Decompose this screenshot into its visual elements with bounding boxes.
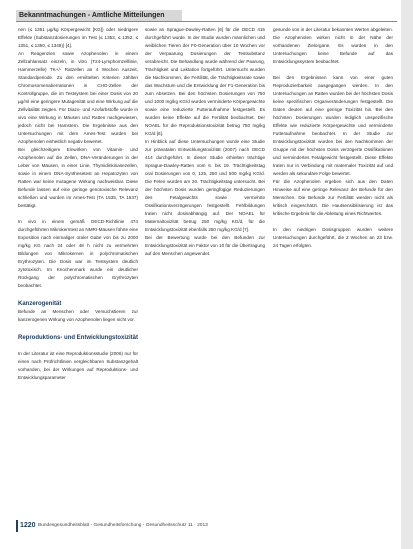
section-heading: Reproduktions- und Entwicklungstoxizität <box>18 335 138 341</box>
journal-footer: Bundesgesundheitsblatt - Gesundheitsforschung - Gesundheitsschutz 11 · 2013 <box>38 523 208 528</box>
paragraph: An Reagenzien sowie Azophenolen in einem Zellzahlansatz einzeln, in vitro (T24-Lymphomzelllinie, Hammerzelle) TK+/- Ratzellen an 4 Wochen Auszeit, Standardperiode. Zu den ermittelten Kriterien zählten Chromosomenaberrationen in CHO-Zellen der Kontrollgruppe, die im Testsystem bei einer Dosis von 20 µg/ml eine geringere Mutagenität und eine Wirkung auf die Zellvitalität zeigten. Für Diazo- und Azofarbstoffe wurde in vivo eine Wirkung in Mäusen und Ratten nachgewiesen, jedoch nicht bei Hamstern. Die Ergebnisse aus den Untersuchungen mit dem Ames-Test wurden bei Azophenolen einheitlich negativ bewertet. <box>18 51 138 144</box>
paragraph: nen (≤ 1351 µg/kg Körpergewicht [KG]) oder niedrigere Effekte (Substanzdosierungen im Test (≤ 1353, ≤ 1352, ≤ 1351, ≤ 1350, ≤ 1349)) [4]. <box>18 27 138 48</box>
text-column-2 <box>145 26 265 531</box>
page-number: 1220 <box>20 522 36 529</box>
paragraph: Befunde an Menschen oder Versuchstieren zur kanzerogenen Wirkung von Azophenolen liegen nicht vor. <box>18 309 138 322</box>
paragraph: gesunde von in der Literatur bekannten Werten abgeleiten. Die Azophenolen wirken nicht in der Nähe der vorhandenen Zielorgane. Es wurden in den Untersuchungen keine Befunde auf das Entwicklungssystem beobachtet. <box>273 27 393 64</box>
paragraph: In den niedrigen Dosisgruppen wurden weitere Untersuchungen durchgeführt, die 2 Wochen an 23 bzw. 24 Tagen erfolgten. <box>273 227 393 248</box>
paragraph-gap <box>18 210 138 218</box>
section-header: Bekanntmachungen - Amtliche Mitteilungen <box>19 12 165 19</box>
paragraph: sowie an Sprague-Dawley-Ratten [6] für die OECD 415 durchgeführt wurde. In der Studie wurden männlichen und weiblichen Tieren der F0-Generation über 10 Wochen vor der Verpaarung Dosierungen der Testsubstanz verabreicht. Die Behandlung wurde während der Paarung, Trächtigkeit und Laktation fortgeführt. Untersucht wurden die Nachkommen, die Fertilität, die Trächtigkeitsrate sowie das Wachstum und die Entwicklung der F1-Generation bis zum Absetzen. Bei den höchsten Dosierungen von 750 und 1000 mg/kg KG/d wurden verminderte Körpergewichte sowie eine reduzierte Futteraufnahme festgestellt. Es wurden keine Effekte auf die Fertilität beobachtet. Der NOAEL für die Reproduktionstoxizität betrug 750 mg/kg KG/d [6]. <box>145 27 265 136</box>
footer-accent-bar <box>16 520 18 532</box>
text-column-1 <box>18 26 138 526</box>
paragraph-gap <box>273 218 393 226</box>
paragraph: In vivo in einem gemäß OECD-Richtlinie 474 durchgeführten Mikrokerntest an NMRI-Mäusen führte eine Exposition nach einmaliger oraler Gabe von bis zu 2000 mg/kg KG nach 24 oder 48 h nicht zu vermehrten Bildungen von Mikrokernen in polychromatischen Erythrozyten. Die Dosis war im Testsystem deutlich zytotoxisch. Im Knochenmark wurde ein deutlicher Rückgang der polychromatischen Erythrozyten beobachtet. <box>18 219 138 288</box>
header-divider <box>16 21 397 22</box>
paragraph-gap <box>18 290 138 298</box>
paragraph: In der Literatur ist eine Reproduktionsstudie (2006) nur für einen nach Prüfrichtlinien vergleichbaren Substanzgehalt vorhanden, bei der Wirkungen auf Reproduktions- und Entwicklungsparameter <box>18 351 138 380</box>
paragraph-gap <box>18 342 138 350</box>
paragraph: Für die Azophenolen ergeben sich aus den Daten Hinweise auf eine geringe Relevanz der Befunde für den Menschen. Die Befunde zur Fertilität werden nicht als kritisch eingeschätzt. Die Hautsensibilisierung ist das kritische Ergebnis für die Ableitung eines Richtwertes. <box>273 179 393 216</box>
paragraph-gap <box>18 324 138 332</box>
page-edge-shading <box>401 0 413 549</box>
paragraph: Bei der Bewertung wurde bei den Befunden zur Entwicklungstoxizität ein Faktor von 10 für die Übertragung auf den Menschen angewendet. <box>145 235 265 256</box>
paragraph: Bei den Ergebnissen kann von einer guten Reproduzierbarkeit ausgegangen werden. In den Untersuchungen an Ratten wurden bei der höchsten Dosis keine spezifischen Organveränderungen festgestellt. Die Daten deuten auf eine geringe Toxizität hin. Bei den höchsten Dosierungen wurden lediglich unspezifische Effekte wie reduzierte Körpergewichte und verminderte Futteraufnahme beobachtet. In der Studie zur Entwicklungstoxizität wurden bei den Nachkommen der Gruppe mit der höchsten Dosis verzögerte Ossifikationen und vermindertes Fetalgewicht festgestellt. Diese Effekte traten nur in Verbindung mit maternaler Toxizität auf und werden als sekundäre Folge bewertet. <box>273 75 393 176</box>
section-heading: Kanzerogenität <box>18 301 62 307</box>
text-column-3 <box>273 26 393 531</box>
paragraph-gap <box>273 66 393 74</box>
paragraph: In Hinblick auf diese Untersuchungen wurde eine Studie zur pränatalen Entwicklungstoxizität (2007) nach OECD 414 durchgeführt. In dieser Studie erhielten trächtige Sprague-Dawley-Ratten vom 6. bis 19. Trächtigkeitstag oral Dosierungen von 0, 125, 250 und 500 mg/kg KG/d. Die Feten wurden am 20. Trächtigkeitstag untersucht. Bei der höchsten Dosis wurden geringfügige Reduzierungen des Fetalgewichts sowie vermehrte Ossifikationsverzögerungen festgestellt. Fehlbildungen traten nicht dosisabhängig auf. Der NOAEL für Maternaltoxizität betrug 250 mg/kg KG/d, für die Entwicklungstoxizität ebenfalls 250 mg/kg KG/d [7]. <box>145 139 265 232</box>
paragraph: Bei gleichzeitigem Einwirken von Vitamin- und Azophenolen auf die Zellen, DNA-Veränderungen in der Leber von Mäusen, in einer Linie, Thymidinkinasezellen, sowie in einem DNA-Synthesetest an Hepatozyten von Ratten war keine mutagene Wirkung nachweisbar. Diese Befunde lassen auf eine geringe genotoxische Relevanz schließen und wurden im Ames-Test (TA 1535, TA 1537) bestätigt. <box>18 147 138 208</box>
